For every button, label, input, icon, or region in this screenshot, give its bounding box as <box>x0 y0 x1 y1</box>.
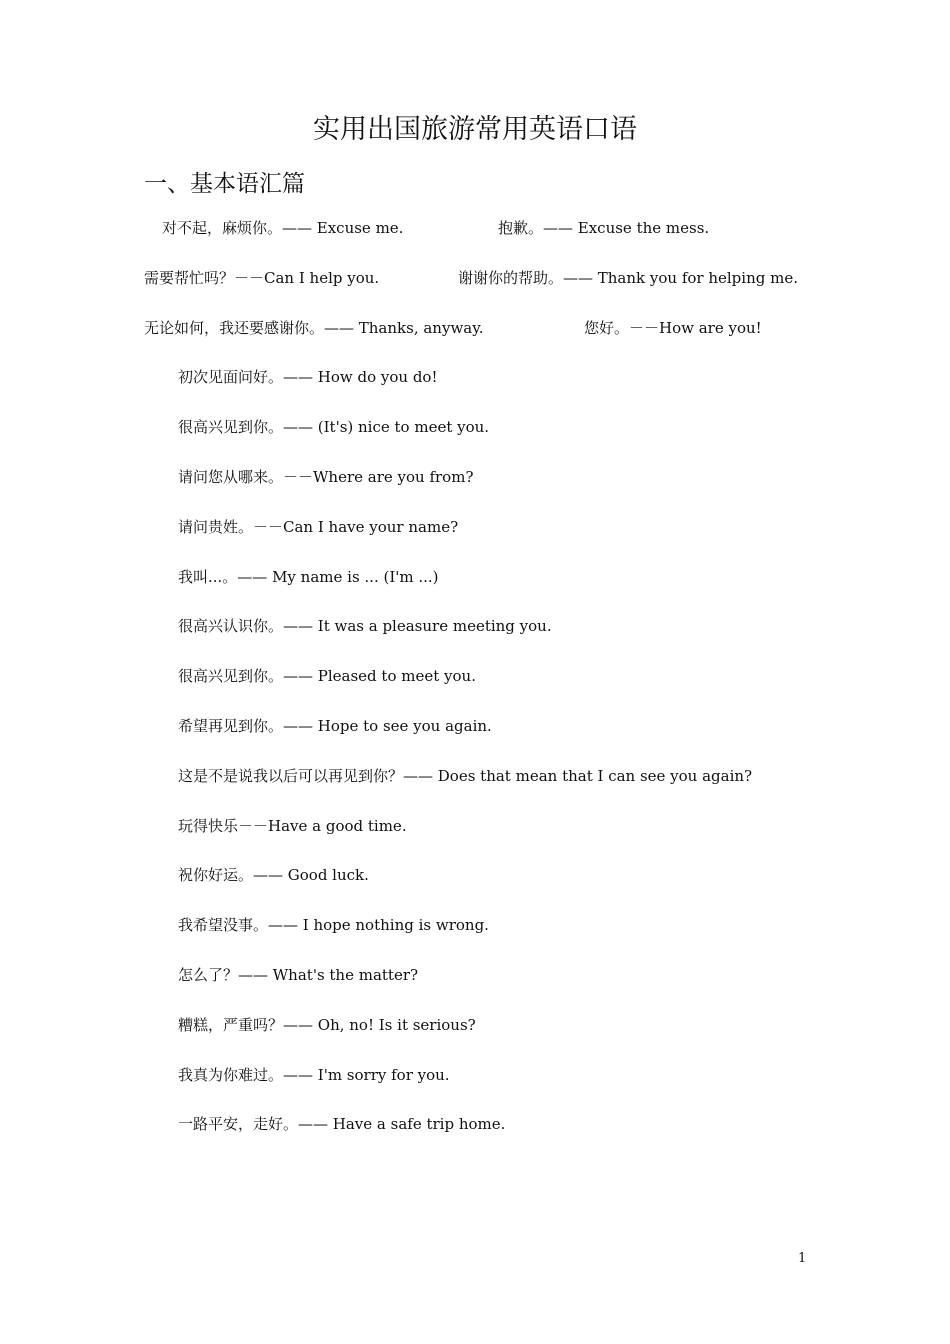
section-heading: 一、基本语汇篇 <box>144 171 305 197</box>
phrase-line: 很高兴见到你。—— Pleased to meet you. <box>178 667 476 685</box>
phrase-line: 您好。－－How are you! <box>584 319 762 337</box>
phrase-line: 这是不是说我以后可以再见到你？—— Does that mean that I can see you again? <box>178 767 753 785</box>
phrase-line: 初次见面问好。—— How do you do! <box>178 368 438 386</box>
phrase-line: 很高兴认识你。—— It was a pleasure meeting you. <box>178 617 552 635</box>
page-number: 1 <box>798 1251 807 1266</box>
phrase-line: 糟糕，严重吗？—— Oh, no! Is it serious? <box>178 1016 476 1034</box>
phrase-line: 抱歉。—— Excuse the mess. <box>498 219 710 237</box>
phrase-line: 我真为你难过。—— I'm sorry for you. <box>178 1066 450 1084</box>
phrase-line: 谢谢你的帮助。—— Thank you for helping me. <box>458 269 798 287</box>
phrase-line: 我叫...。—— My name is ... (I'm ...) <box>178 568 439 586</box>
phrase-line: 无论如何，我还要感谢你。—— Thanks, anyway. <box>144 319 484 337</box>
phrase-line: 对不起，麻烦你。—— Excuse me. <box>162 219 404 237</box>
phrase-line: 请问您从哪来。－－Where are you from? <box>178 468 474 486</box>
phrase-line: 很高兴见到你。—— (It's) nice to meet you. <box>178 418 490 436</box>
phrase-line: 一路平安，走好。—— Have a safe trip home. <box>178 1115 506 1133</box>
phrase-line: 我希望没事。—— I hope nothing is wrong. <box>178 916 489 934</box>
phrase-line: 玩得快乐－－Have a good time. <box>178 817 407 835</box>
phrase-line: 希望再见到你。—— Hope to see you again. <box>178 717 492 735</box>
phrase-line: 需要帮忙吗？－－Can I help you. <box>144 269 380 287</box>
phrase-line: 怎么了？—— What's the matter? <box>178 966 419 984</box>
page-title: 实用出国旅游常用英语口语 <box>313 114 637 145</box>
phrase-line: 祝你好运。—— Good luck. <box>178 866 369 884</box>
phrase-line: 请问贵姓。－－Can I have your name? <box>178 518 459 536</box>
